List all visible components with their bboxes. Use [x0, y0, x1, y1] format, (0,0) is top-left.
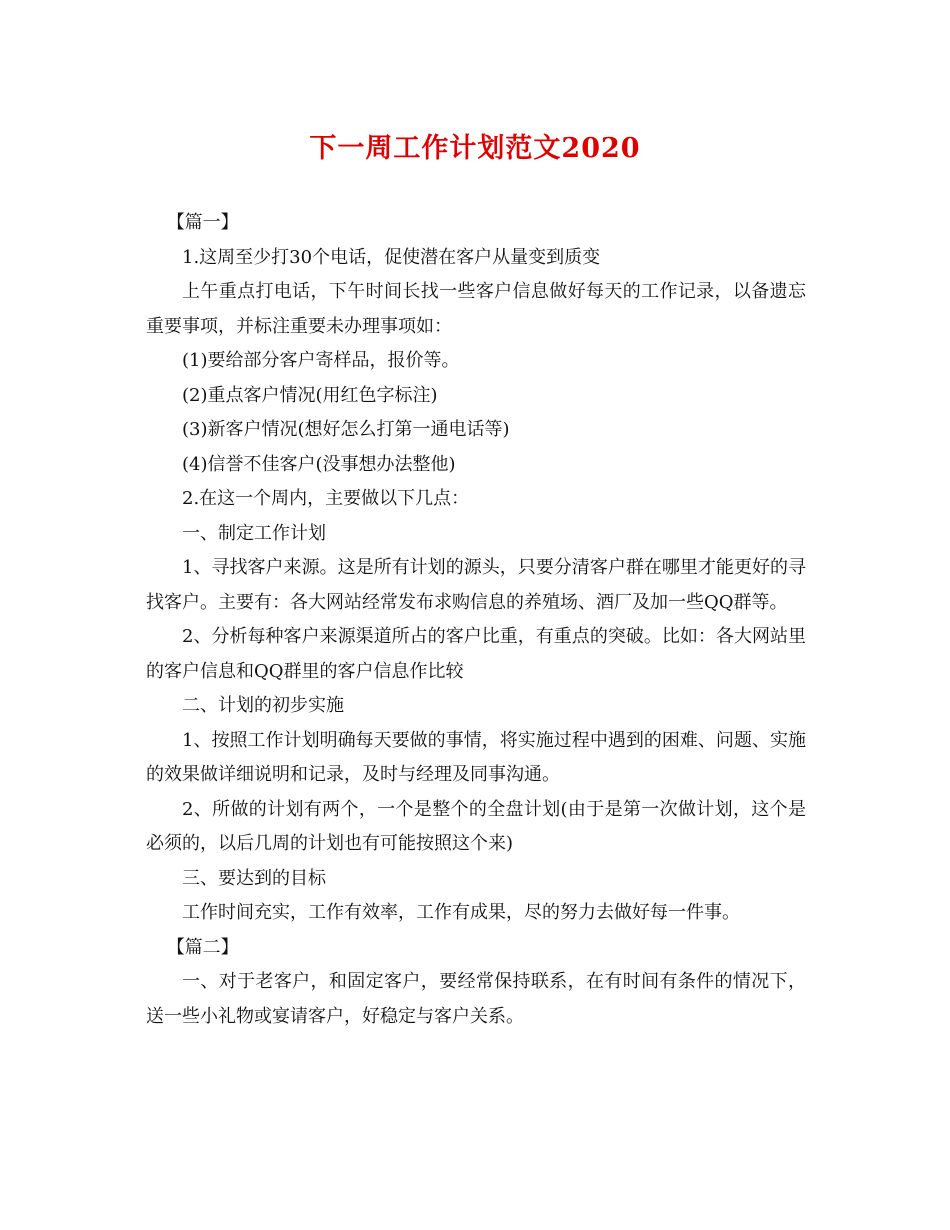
list-item: (2)重点客户情况(用红色字标注) — [182, 384, 438, 406]
paragraph: 1.这周至少打30个电话，促使潜在客户从量变到质变 — [182, 246, 601, 268]
document-title: 下一周工作计划范文2020 — [309, 133, 641, 164]
section-heading-part-one: 【篇一】 — [166, 212, 239, 233]
subheading: 三、要达到的目标 — [182, 867, 326, 889]
paragraph: 2、所做的计划有两个，一个是整个的全盘计划(由于是第一次做计划，这个是必须的，以后几周的计划也有可能按照这个来) — [146, 798, 806, 854]
paragraph: 1、按照工作计划明确每天要做的事情，将实施过程中遇到的困难、问题、实施的效果做详细说明和记录，及时与经理及同事沟通。 — [146, 729, 806, 785]
subheading: 一、制定工作计划 — [182, 522, 326, 544]
section-heading-part-two: 【篇二】 — [166, 936, 239, 958]
list-item: (1)要给部分客户寄样品，报价等。 — [182, 350, 460, 371]
subheading: 二、计划的初步实施 — [182, 695, 344, 716]
paragraph: 一、对于老客户，和固定客户，要经常保持联系，在有时间有条件的情况下，送一些小礼物或宴请客户，好稳定与客户关系。 — [146, 971, 806, 1027]
paragraph: 工作时间充实，工作有效率，工作有成果，尽的努力去做好每一件事。 — [182, 902, 740, 923]
paragraph: 1、寻找客户来源。这是所有计划的源头，只要分清客户群在哪里才能更好的寻找客户。主要有：各大网站经常发布求购信息的养殖场、酒厂及加一些QQ群等。 — [146, 557, 806, 613]
paragraph: 上午重点打电话，下午时间长找一些客户信息做好每天的工作记录，以备遗忘重要事项，并标注重要未办理事项如： — [146, 281, 806, 337]
list-item: (4)信誉不佳客户(没事想办法整他) — [182, 453, 456, 475]
list-item: (3)新客户情况(想好怎么打第一通电话等) — [182, 419, 510, 440]
paragraph: 2、分析每种客户来源渠道所占的客户比重，有重点的突破。比如：各大网站里的客户信息和QQ群里的客户信息作比较 — [146, 626, 806, 682]
paragraph: 2.在这一个周内，主要做以下几点： — [182, 488, 470, 509]
document-body — [146, 206, 806, 1034]
